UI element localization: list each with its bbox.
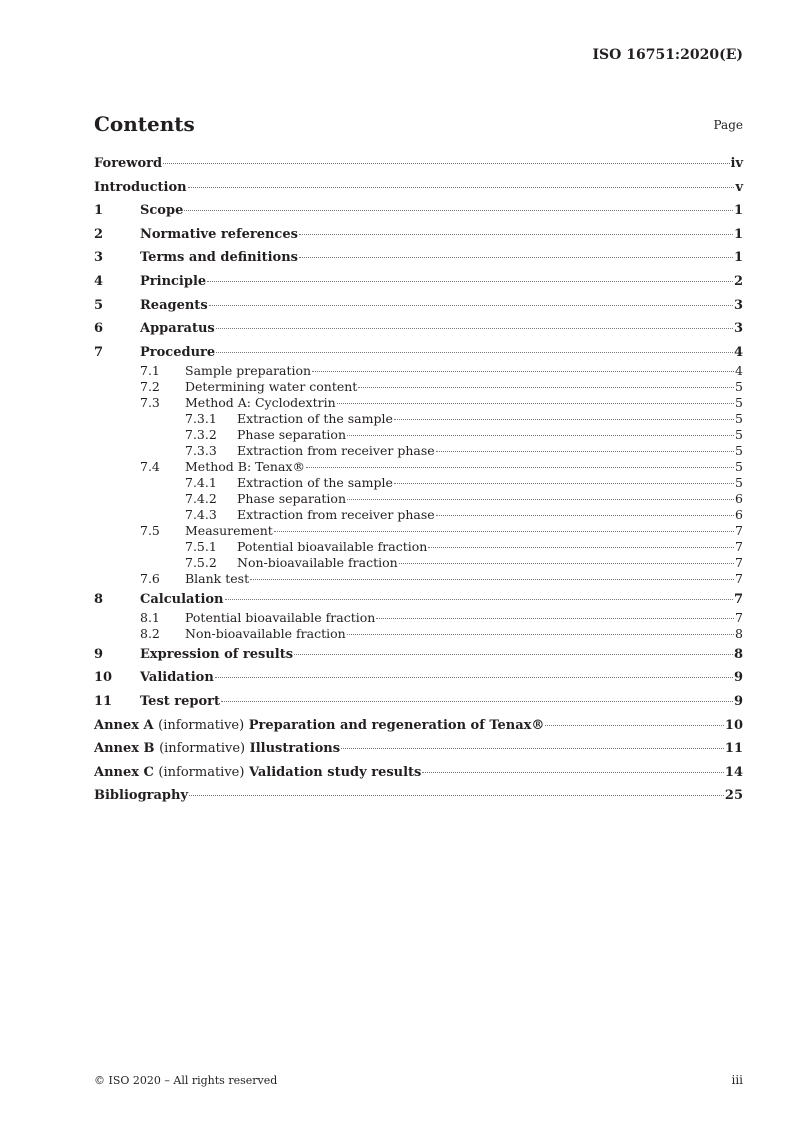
page-title: Contents xyxy=(94,112,195,136)
leader-dots xyxy=(299,257,733,258)
toc-subentry-7-3-2[interactable] xyxy=(94,427,743,443)
toc-subentry-title: Method A: Cyclodextrin xyxy=(185,394,336,410)
toc-subentry-page: 5 xyxy=(735,458,743,474)
toc-entry-number: 5 xyxy=(94,297,104,313)
toc-entry-page: 3 xyxy=(733,321,743,337)
page-number: iii xyxy=(731,1073,743,1087)
toc-subentry-page: 7 xyxy=(735,570,743,586)
toc-entry-number: 6 xyxy=(94,321,104,337)
annex-title: Preparation and regeneration of Tenax® xyxy=(248,717,545,733)
toc-entry-page: 7 xyxy=(733,591,743,607)
leader-dots xyxy=(376,618,734,619)
annex-type: (informative) xyxy=(159,741,246,757)
annex-label: Annex C xyxy=(94,764,154,780)
leader-dots xyxy=(347,435,734,436)
leader-dots xyxy=(189,795,724,796)
toc-entry-page: v xyxy=(735,179,743,195)
toc-entry-title: Procedure xyxy=(140,344,216,360)
toc-entry-page: 9 xyxy=(733,693,743,709)
toc-entry-annex-b[interactable] xyxy=(94,740,743,764)
toc-subentry-page: 6 xyxy=(735,506,743,522)
leader-dots xyxy=(341,748,724,749)
toc-subentry-number: 8.1 xyxy=(140,609,160,625)
toc-subentry-number: 7.2 xyxy=(140,378,160,394)
annex-label: Annex B xyxy=(94,741,155,757)
toc-entry-title: Calculation xyxy=(140,591,224,607)
leader-dots xyxy=(399,563,734,564)
toc-subentry-title: Potential bioavailable fraction xyxy=(237,538,428,554)
toc-entry-scope[interactable] xyxy=(94,202,743,226)
toc-entry-page: 1 xyxy=(733,203,743,219)
toc-entry-calculation[interactable] xyxy=(94,591,743,610)
leader-dots xyxy=(216,328,733,329)
toc-entry-terms[interactable] xyxy=(94,249,743,273)
toc-subentry-7-5[interactable] xyxy=(94,523,743,539)
toc-subentry-number: 7.5.2 xyxy=(185,554,217,570)
leader-dots xyxy=(209,305,733,306)
toc-subentry-number: 7.6 xyxy=(140,570,160,586)
toc-subentry-page: 8 xyxy=(735,625,743,641)
toc-entry-validation[interactable] xyxy=(94,669,743,693)
toc-entry-bibliography[interactable] xyxy=(94,787,743,811)
toc-subentry-number: 8.2 xyxy=(140,625,160,641)
copyright-notice: © ISO 2020 – All rights reserved xyxy=(94,1074,278,1087)
toc-entry-number: 3 xyxy=(94,250,104,266)
toc-subentry-number: 7.4 xyxy=(140,458,160,474)
leader-dots xyxy=(394,483,734,484)
leader-dots xyxy=(188,187,735,188)
toc-entry-reagents[interactable] xyxy=(94,297,743,321)
toc-subentry-page: 7 xyxy=(735,522,743,538)
toc-subentry-title: Measurement xyxy=(185,522,273,538)
toc-subentry-page: 5 xyxy=(735,474,743,490)
toc-subentry-7-5-1[interactable] xyxy=(94,539,743,555)
annex-title: Validation study results xyxy=(248,764,422,780)
toc-entry-title: Principle xyxy=(140,273,207,289)
toc-subentry-number: 7.3 xyxy=(140,394,160,410)
toc-subentry-title: Extraction from receiver phase xyxy=(237,442,435,458)
toc-entry-title: Reagents xyxy=(140,297,208,313)
toc-subentry-page: 7 xyxy=(735,554,743,570)
toc-entry-number: 2 xyxy=(94,226,104,242)
toc-entry-page: 1 xyxy=(733,250,743,266)
table-of-contents xyxy=(94,155,743,811)
toc-subentry-title: Method B: Tenax® xyxy=(185,458,305,474)
toc-subentry-7-3-1[interactable] xyxy=(94,411,743,427)
toc-entry-title: Normative references xyxy=(140,226,298,242)
toc-entry-page: 9 xyxy=(733,670,743,686)
toc-subentry-page: 5 xyxy=(735,426,743,442)
leader-dots xyxy=(337,403,734,404)
toc-subentry-7-4[interactable] xyxy=(94,459,743,475)
toc-entry-page: 3 xyxy=(733,297,743,313)
leader-dots xyxy=(299,234,733,235)
toc-subentry-7-3-3[interactable] xyxy=(94,443,743,459)
toc-subentry-number: 7.4.1 xyxy=(185,474,217,490)
toc-entry-title: Terms and definitions xyxy=(140,250,298,266)
toc-entry-page: 10 xyxy=(724,717,743,733)
toc-subentry-7-3[interactable] xyxy=(94,395,743,411)
toc-entry-page: 4 xyxy=(733,344,743,360)
toc-entry-number: 7 xyxy=(94,344,104,360)
toc-subentry-number: 7.3.2 xyxy=(185,426,217,442)
leader-dots xyxy=(422,772,724,773)
toc-subentry-title: Extraction of the sample xyxy=(237,410,393,426)
toc-entry-number: 1 xyxy=(94,203,104,219)
toc-subentry-7-5-2[interactable] xyxy=(94,555,743,571)
leader-dots xyxy=(312,371,734,372)
toc-entry-page: iv xyxy=(730,156,743,171)
toc-subentry-title: Phase separation xyxy=(237,426,346,442)
annex-type: (informative) xyxy=(158,717,245,733)
toc-entry-title: Expression of results xyxy=(140,646,294,662)
toc-entry-title: Foreword xyxy=(94,156,163,171)
leader-dots xyxy=(347,634,734,635)
toc-subentry-title: Potential bioavailable fraction xyxy=(185,609,376,625)
toc-entry-page: 8 xyxy=(733,646,743,662)
toc-subentry-page: 6 xyxy=(735,490,743,506)
toc-subentry-number: 7.4.2 xyxy=(185,490,217,506)
toc-entry-title: Validation xyxy=(140,670,214,686)
toc-entry-test-report[interactable] xyxy=(94,693,743,717)
toc-subentry-8-1[interactable] xyxy=(94,610,743,626)
toc-subentry-number: 7.3.3 xyxy=(185,442,217,458)
toc-subentry-7-4-2[interactable] xyxy=(94,491,743,507)
toc-subentry-title: Phase separation xyxy=(237,490,346,506)
toc-subentry-title: Determining water content xyxy=(185,378,358,394)
leader-dots xyxy=(358,387,734,388)
toc-entry-annex-c[interactable] xyxy=(94,764,743,788)
leader-dots xyxy=(216,352,733,353)
toc-entry-page: 1 xyxy=(733,226,743,242)
leader-dots xyxy=(163,163,729,164)
leader-dots xyxy=(436,451,734,452)
toc-entry-procedure[interactable] xyxy=(94,344,743,363)
leader-dots xyxy=(428,547,734,548)
toc-subentry-page: 7 xyxy=(735,538,743,554)
leader-dots xyxy=(215,677,733,678)
toc-entry-title: Introduction xyxy=(94,179,187,195)
toc-subentry-title: Non-bioavailable fraction xyxy=(237,554,398,570)
leader-dots xyxy=(207,281,733,282)
toc-subentry-page: 5 xyxy=(735,442,743,458)
leader-dots xyxy=(545,725,723,726)
annex-title: Illustrations xyxy=(249,741,341,757)
page-column-label: Page xyxy=(713,118,743,132)
leader-dots xyxy=(347,499,734,500)
toc-entry-title: Apparatus xyxy=(140,321,215,337)
toc-subentry-page: 4 xyxy=(735,362,743,378)
toc-subentry-number: 7.1 xyxy=(140,362,160,378)
toc-entry-principle[interactable] xyxy=(94,273,743,297)
toc-subentry-7-4-1[interactable] xyxy=(94,475,743,491)
leader-dots xyxy=(221,701,733,702)
leader-dots xyxy=(294,654,733,655)
leader-dots xyxy=(225,599,733,600)
toc-subentry-page: 5 xyxy=(735,394,743,410)
toc-entry-foreword[interactable] xyxy=(94,155,743,179)
toc-subentry-page: 7 xyxy=(735,609,743,625)
document-code: ISO 16751:2020(E) xyxy=(592,47,743,63)
toc-entry-page: 2 xyxy=(733,273,743,289)
toc-entry-title: Bibliography xyxy=(94,788,189,804)
toc-entry-number: 8 xyxy=(94,591,104,607)
toc-subentry-7-1[interactable] xyxy=(94,363,743,379)
annex-type: (informative) xyxy=(158,764,245,780)
leader-dots xyxy=(306,467,734,468)
leader-dots xyxy=(394,419,734,420)
toc-entry-page: 14 xyxy=(724,764,743,780)
toc-entry-normative-references[interactable] xyxy=(94,226,743,250)
annex-label: Annex A xyxy=(94,717,154,733)
toc-subentry-number: 7.3.1 xyxy=(185,410,217,426)
toc-subentry-7-4-3[interactable] xyxy=(94,507,743,523)
toc-entry-title: Scope xyxy=(140,203,184,219)
toc-subentry-7-2[interactable] xyxy=(94,379,743,395)
toc-subentry-page: 5 xyxy=(735,410,743,426)
leader-dots xyxy=(274,531,734,532)
toc-entry-introduction[interactable] xyxy=(94,179,743,203)
toc-entry-title: Test report xyxy=(140,693,221,709)
toc-subentry-title: Extraction of the sample xyxy=(237,474,393,490)
toc-subentry-number: 7.5.1 xyxy=(185,538,217,554)
toc-subentry-title: Blank test xyxy=(185,570,250,586)
toc-subentry-title: Extraction from receiver phase xyxy=(237,506,435,522)
leader-dots xyxy=(250,579,734,580)
toc-subentry-title: Non-bioavailable fraction xyxy=(185,625,346,641)
toc-subentry-7-6[interactable] xyxy=(94,571,743,587)
toc-entry-annex-a[interactable] xyxy=(94,717,743,741)
toc-entry-page: 25 xyxy=(724,788,743,804)
toc-entry-number: 11 xyxy=(94,693,113,709)
leader-dots xyxy=(436,515,734,516)
toc-subentry-8-2[interactable] xyxy=(94,626,743,642)
toc-entry-apparatus[interactable] xyxy=(94,320,743,344)
toc-subentry-page: 5 xyxy=(735,378,743,394)
toc-subentry-number: 7.4.3 xyxy=(185,506,217,522)
leader-dots xyxy=(184,210,733,211)
toc-entry-expression-of-results[interactable] xyxy=(94,646,743,670)
toc-entry-number: 4 xyxy=(94,273,104,289)
toc-entry-page: 11 xyxy=(724,741,743,757)
toc-subentry-number: 7.5 xyxy=(140,522,160,538)
toc-entry-number: 10 xyxy=(94,670,113,686)
toc-subentry-title: Sample preparation xyxy=(185,362,312,378)
toc-entry-number: 9 xyxy=(94,646,104,662)
